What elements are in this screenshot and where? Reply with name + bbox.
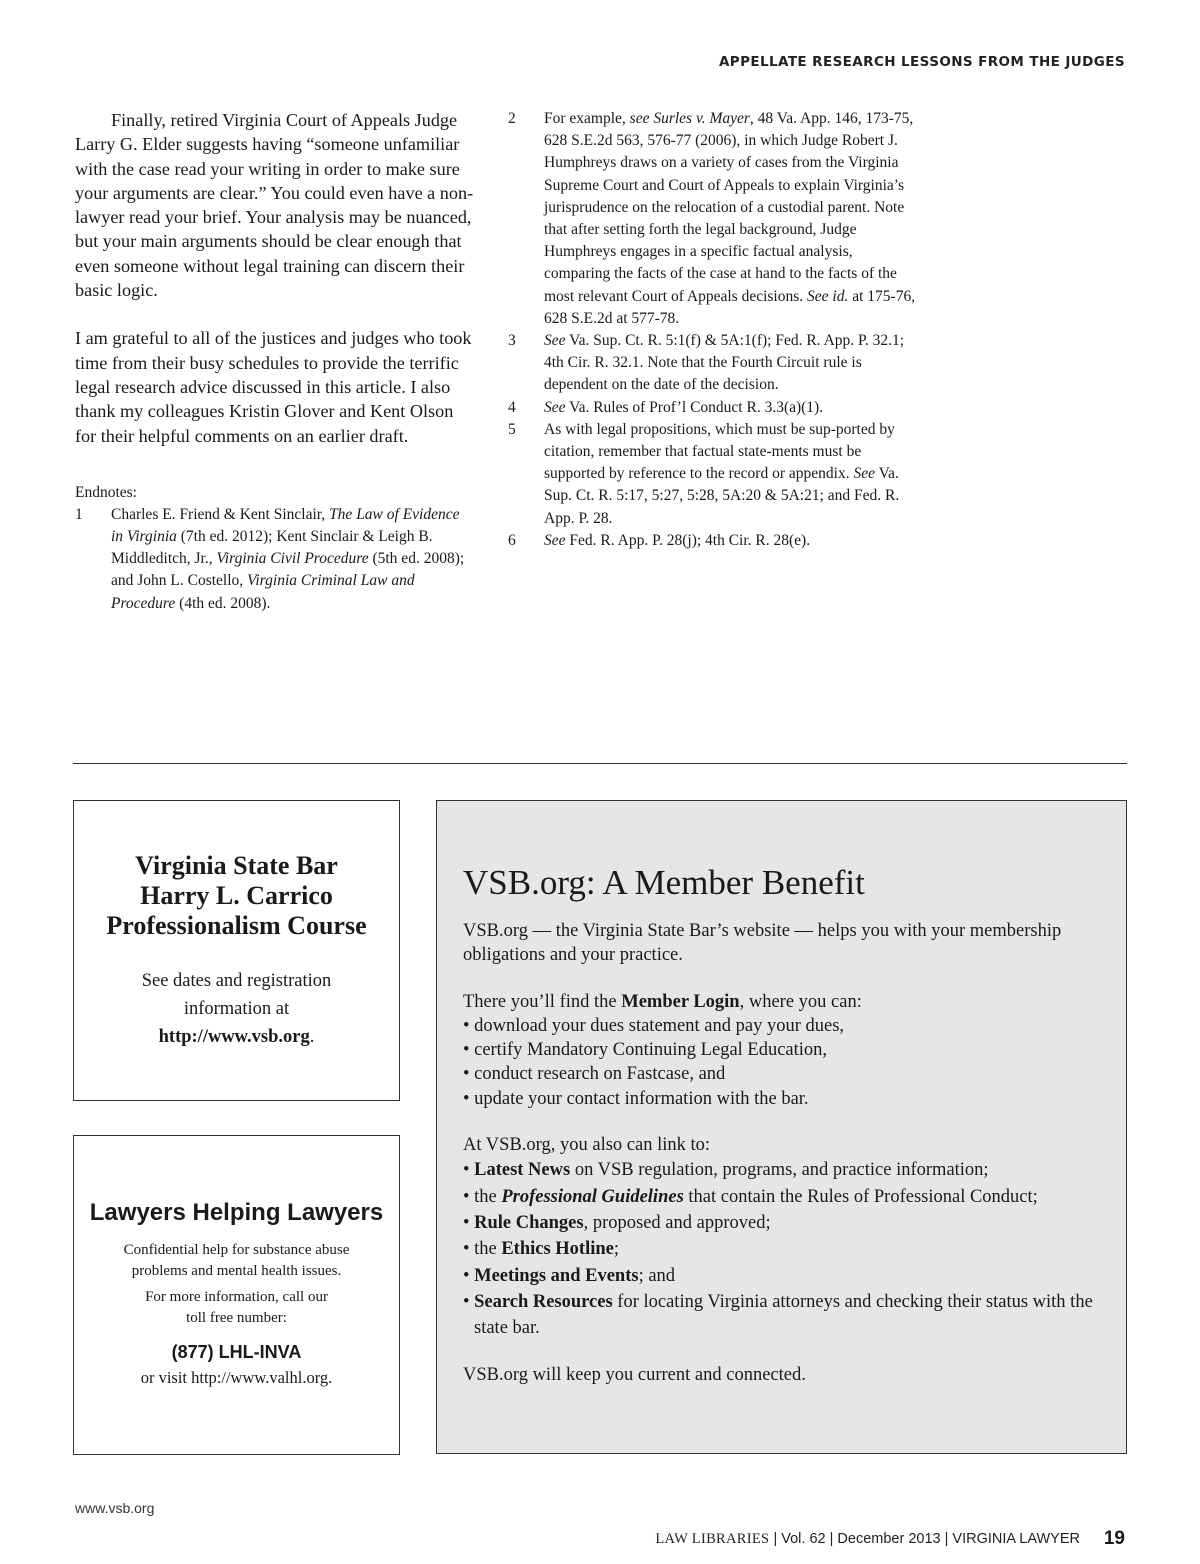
toll-free-phone[interactable]: (877) LHL-INVA xyxy=(171,1342,302,1362)
endnote-text: Charles E. Friend & Kent Sinclair, The Law of Evidence in Virginia (7th ed. 2012); Kent Sinclair & Leigh B. Middleditch, Jr., Virginia Civil Procedure (5th ed. 2008); and John L. Costello, Virginia Criminal Law and Procedure (4th ed. 2008). xyxy=(111,505,465,612)
latest-news-link[interactable]: Latest News xyxy=(474,1160,571,1181)
member-login-link[interactable]: Member Login xyxy=(621,991,740,1012)
ad-call-text: For more information, call our toll free number: xyxy=(145,1289,328,1326)
endnote-5 xyxy=(508,419,918,530)
endnote-text: See Fed. R. App. P. 28(j); 4th Cir. R. 28(e). xyxy=(544,531,811,549)
ad-description: Confidential help for substance abuse problems and mental health issues. xyxy=(123,1242,350,1279)
footer-website[interactable]: www.vsb.org xyxy=(75,1500,155,1516)
endnote-1 xyxy=(75,504,475,615)
article-left-column xyxy=(75,108,475,615)
footer-volume: Vol. 62 xyxy=(781,1531,826,1547)
ad-text: See dates and registration information at xyxy=(141,971,332,1019)
list-item: • the Professional Guidelines that contain the Rules of Professional Conduct; xyxy=(463,1186,1038,1207)
rule-changes-link[interactable]: Rule Changes xyxy=(474,1212,584,1233)
article-paragraph: I am grateful to all of the justices and judges who took time from their busy schedules to provide the terrific legal research advice discussed in this article. I also thank my colleagues Kristin Glover and Kent Olson for their helpful comments on an earlier draft. xyxy=(75,328,472,446)
endnote-text: See Va. Rules of Prof’l Conduct R. 3.3(a)(1). xyxy=(544,398,824,416)
section-divider xyxy=(73,763,1127,764)
list-item: • Meetings and Events; and xyxy=(463,1265,676,1286)
meetings-events-link[interactable]: Meetings and Events xyxy=(474,1265,639,1286)
endnote-text: For example, see Surles v. Mayer, 48 Va. App. 146, 173-75, 628 S.E.2d 563, 576-77 (2006), in which Judge Robert J. Humphreys draws on a variety of cases from the Virginia Supreme Court and Court of Appeals to explain Virginia’s jurisprudence on the relocation of a custodial parent. Note that after setting forth the legal background, Judge Humphreys engages in a specific factual analysis, comparing the facts of the case at hand to the facts of the most relevant Court of Appeals decisions. See id. at 175-76, 628 S.E.2d at 577-78. xyxy=(544,110,916,327)
page-number: 19 xyxy=(1103,1528,1125,1549)
professionalism-course-ad xyxy=(73,800,400,1101)
vsb-link[interactable]: http://www.vsb.org xyxy=(158,1027,310,1047)
endnote-number: 4 xyxy=(508,398,516,416)
running-header: APPELLATE RESEARCH LESSONS FROM THE JUDGES xyxy=(718,54,1125,70)
endnote-number: 2 xyxy=(508,110,516,127)
list-item: • Rule Changes, proposed and approved; xyxy=(463,1212,771,1233)
vsb-member-benefit-ad xyxy=(436,800,1127,1454)
endnotes-heading: Endnotes: xyxy=(75,483,137,501)
member-login-intro: There you’ll find the Member Login, where you can: xyxy=(463,991,862,1012)
ad-url-line: http://www.vsb.org. xyxy=(158,1027,315,1047)
professional-guidelines-link[interactable]: Professional Guidelines xyxy=(501,1186,684,1207)
search-resources-link[interactable]: Search Resources xyxy=(474,1291,613,1312)
list-item: • conduct research on Fastcase, and xyxy=(463,1064,726,1085)
lawyers-helping-lawyers-ad xyxy=(73,1135,400,1455)
ad-intro: VSB.org — the Virginia State Bar’s website — helps you with your membership obligations and your practice. xyxy=(463,921,1062,966)
endnote-2 xyxy=(508,108,918,330)
list-item: • update your contact information with the bar. xyxy=(463,1088,809,1109)
ad-title: VSB.org: A Member Benefit xyxy=(463,863,865,902)
article-paragraph: Finally, retired Virginia Court of Appeals Judge Larry G. Elder suggests having “someone unfamiliar with the case read your writing in order to make sure your arguments are clear.” You could even have a non-lawyer read your brief. Your analysis may be nuanced, but your main arguments should be clear enough that even someone without legal training can discern their basic logic. xyxy=(75,110,474,301)
footer-magazine: VIRGINIA LAWYER xyxy=(952,1531,1080,1547)
footer-section: LAW LIBRARIES xyxy=(655,1531,770,1547)
endnote-6 xyxy=(508,530,918,552)
endnote-3 xyxy=(508,330,918,397)
ad-title: Virginia State Bar Harry L. Carrico Professionalism Course xyxy=(106,851,367,940)
endnote-text: See Va. Sup. Ct. R. 5:1(f) & 5A:1(f); Fed. R. App. P. 32.1; 4th Cir. R. 32.1. Note that the Fourth Circuit rule is dependent on the date of the decision. xyxy=(544,332,905,394)
article-right-column xyxy=(508,108,918,552)
endnote-4 xyxy=(508,397,918,419)
ad-closing: VSB.org will keep you current and connected. xyxy=(463,1365,806,1386)
endnote-number: 6 xyxy=(508,531,516,549)
endnote-number: 3 xyxy=(508,332,516,350)
list-item: • certify Mandatory Continuing Legal Education, xyxy=(463,1040,828,1061)
footer-date: December 2013 xyxy=(837,1531,941,1547)
endnote-number: 5 xyxy=(508,420,516,438)
footer-publication-info: LAW LIBRARIES | Vol. 62 | December 2013 | VIRGINIA LAWYER xyxy=(655,1531,1080,1547)
list-item: • download your dues statement and pay your dues, xyxy=(463,1015,845,1036)
ad-title: Lawyers Helping Lawyers xyxy=(89,1199,384,1226)
valhl-link[interactable]: or visit http://www.valhl.org. xyxy=(140,1368,333,1387)
list-item: • Latest News on VSB regulation, programs, and practice information; xyxy=(463,1160,989,1181)
ethics-hotline-link[interactable]: Ethics Hotline xyxy=(501,1239,614,1260)
endnote-number: 1 xyxy=(75,505,83,523)
list-item: • the Ethics Hotline; xyxy=(463,1239,620,1260)
endnote-text: As with legal propositions, which must be sup-ported by citation, remember that factual state-ments must be supported by reference to the record or appendix. See Va. Sup. Ct. R. 5:17, 5:27, 5:28, 5A:20 & 5A:21; and Fed. R. App. P. 28. xyxy=(544,420,900,527)
list-item: • Search Resources for locating Virginia attorneys and checking their status with the state bar. xyxy=(463,1291,1093,1339)
link-intro: At VSB.org, you also can link to: xyxy=(463,1135,711,1156)
